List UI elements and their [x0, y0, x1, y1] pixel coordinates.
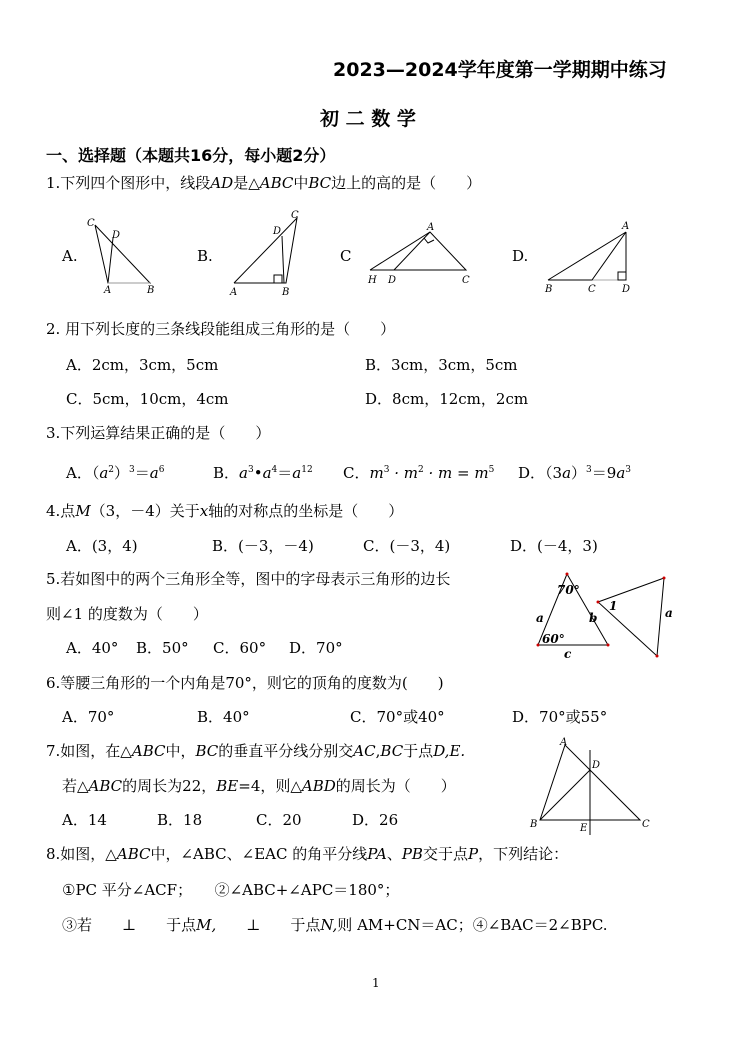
question-8-line1: 8.如图，△ABC中，∠ABC、∠EAC 的角平分线PA、PB交于点P，下列结论： [46, 845, 569, 863]
question-6-stem: 6.等腰三角形的一个内角是70°，则它的顶角的度数为( ) [46, 674, 444, 692]
q5-label-b: b [589, 611, 598, 625]
question-3-stem: 3.下列运算结果正确的是（ ） [46, 424, 271, 442]
fig-a-label-d: D [112, 230, 121, 241]
fig-a-triangle [95, 225, 150, 283]
fig-b-label-d: D [273, 226, 282, 237]
q1-option-a[interactable]: A. [62, 247, 78, 265]
fig-d-label-d: D [622, 284, 631, 295]
q5-label-c: c [564, 647, 572, 660]
fig-a-label-a: A [104, 285, 112, 296]
q6-option-b[interactable]: B．40° [197, 708, 250, 726]
q5-figure [520, 570, 690, 660]
q1-text: 1.下列四个图形中，线段 [46, 174, 211, 192]
q1-option-b[interactable]: B. [197, 247, 213, 265]
fig-b-label-b: B [282, 287, 290, 298]
q1-option-c[interactable]: C [340, 247, 352, 265]
q6-option-a[interactable]: A．70° [62, 708, 115, 726]
fig-c-label-c: C [462, 275, 470, 286]
q7-label-c: C [642, 819, 650, 830]
question-7-line2: 若△ABC的周长为22，BE=4，则△ABD的周长为（ ） [62, 777, 456, 795]
q5-option-d[interactable]: D．70° [289, 639, 343, 657]
q5-label-a2: a [665, 606, 673, 620]
q2-option-b[interactable]: B．3cm，3cm，5cm [365, 356, 518, 374]
q2-option-c[interactable]: C．5cm，10cm，4cm [66, 390, 229, 408]
q4-option-a[interactable]: A．(3，4) [66, 537, 138, 555]
q1-figures [0, 0, 752, 320]
fig-b-triangle [234, 218, 297, 283]
q3-option-a[interactable]: A．$(a^2)^3=a^6$ [66, 464, 165, 482]
q7-label-e: E [580, 823, 588, 834]
question-8-line2: ①PC 平分∠ACF； ②∠ABC+∠APC＝180°； [62, 881, 400, 899]
q1-text: 是△ [233, 174, 260, 192]
question-5-line2: 则∠1 的度数为（ ） [46, 605, 208, 623]
fig-d-label-c: C [588, 284, 596, 295]
fig-d-label-a: A [622, 221, 630, 232]
q5-angle-1: 1 [609, 599, 618, 613]
q1-triangle: ABC [259, 174, 294, 192]
q5-option-a[interactable]: A．40° [66, 639, 119, 657]
question-2-stem: 2. 用下列长度的三条线段能组成三角形的是（ ） [46, 320, 396, 338]
question-7-line1: 7.如图，在△ABC中，BC的垂直平分线分别交AC,BC于点D,E. [46, 742, 466, 760]
fig-c-triangle [370, 232, 466, 270]
q5-label-a: a [536, 611, 544, 625]
q7-figure [520, 735, 660, 835]
q3-option-b[interactable]: B．$a^3•a^4=a^{12}$ [213, 464, 313, 482]
q7-option-a[interactable]: A．14 [62, 811, 107, 829]
q1-text: 中 [293, 174, 309, 192]
q7-label-b: B [530, 819, 538, 830]
question-4-stem: 4.点M（3，－4）关于x轴的对称点的坐标是（ ） [46, 502, 404, 520]
q3-option-d[interactable]: D．$(3a)^3=9a^3$ [518, 464, 632, 482]
fig-c-label-d: D [388, 275, 397, 286]
q5-option-b[interactable]: B．50° [136, 639, 189, 657]
fig-a-height [108, 238, 113, 283]
section-title: 一、选择题（本题共16分，每小题2分） [46, 146, 336, 165]
exam-title: 2023—2024学年度第一学期期中练习 [333, 59, 667, 81]
q5-angle-70: 70° [557, 583, 580, 597]
subject-title: 初 二 数 学 [320, 108, 416, 130]
q7-segment-bd [540, 770, 590, 820]
q1-option-d[interactable]: D. [512, 247, 529, 265]
q7-option-b[interactable]: B．18 [157, 811, 203, 829]
page-number: 1 [372, 976, 380, 990]
fig-b-label-c: C [291, 210, 299, 221]
q5-angle-60: 60° [542, 632, 565, 646]
q7-label-d: D [592, 760, 601, 771]
fig-d-label-b: B [545, 284, 553, 295]
question-5-line1: 5.若如图中的两个三角形全等，图中的字母表示三角形的边长 [46, 570, 451, 588]
q7-option-d[interactable]: D．26 [352, 811, 399, 829]
fig-d-triangle [548, 232, 626, 280]
q7-label-a: A [560, 737, 568, 748]
fig-a-label-b: B [147, 285, 155, 296]
fig-a-label-c: C [87, 218, 95, 229]
fig-c-label-h: H [368, 275, 377, 286]
q6-option-c[interactable]: C．70°或40° [350, 708, 445, 726]
question-8-line3: ③若 ⊥ 于点M, ⊥ 于点N,则 AM+CN＝AC；④∠BAC＝2∠BPC. [62, 916, 608, 934]
q1-segment: AD [210, 174, 234, 192]
q6-option-d[interactable]: D．70°或55° [512, 708, 608, 726]
q4-option-d[interactable]: D．(－4，3) [510, 537, 598, 555]
fig-b-label-a: A [230, 287, 238, 298]
q1-text: 边上的高的是（ ） [331, 174, 482, 192]
q4-option-b[interactable]: B．(－3，－4) [212, 537, 314, 555]
q2-option-d[interactable]: D．8cm，12cm，2cm [365, 390, 529, 408]
q1-side: BC [308, 174, 332, 192]
q7-option-c[interactable]: C．20 [256, 811, 302, 829]
q4-option-c[interactable]: C．(－3，4) [363, 537, 451, 555]
q5-option-c[interactable]: C．60° [213, 639, 267, 657]
fig-c-label-a: A [427, 222, 435, 233]
q3-option-c[interactable]: C．$m^3 \cdot m^2 \cdot m = m^5$ [343, 464, 495, 482]
q2-option-a[interactable]: A．2cm，3cm，5cm [66, 356, 219, 374]
